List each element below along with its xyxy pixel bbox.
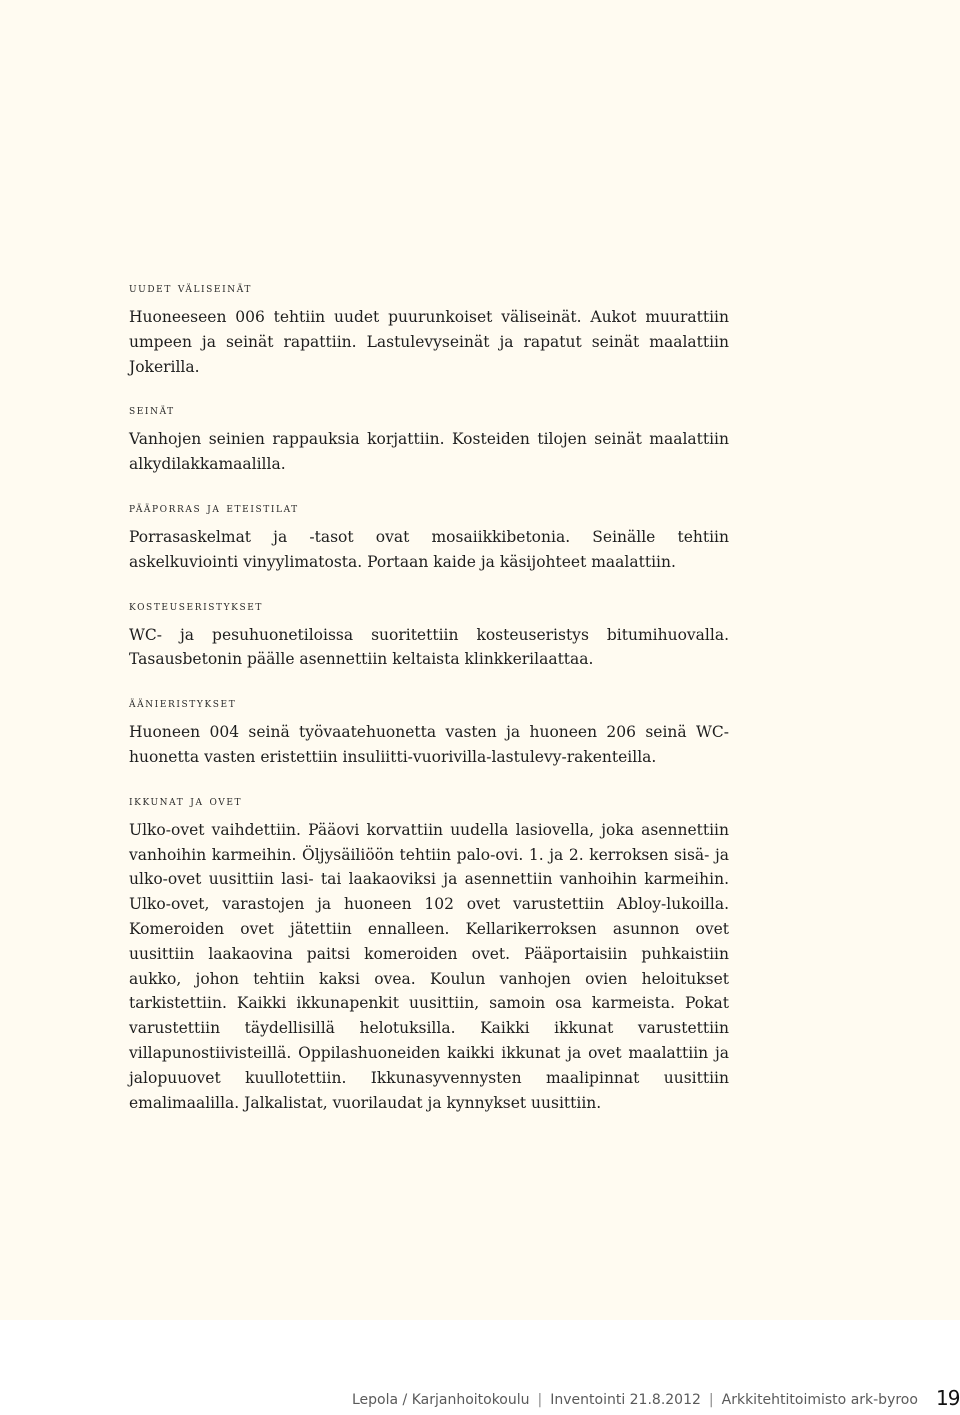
- section-kosteuseristykset: [129, 598, 729, 673]
- footer-project: Lepola / Karjanhoitokoulu: [352, 1392, 530, 1408]
- section-heading: ikkunat ja ovet: [129, 792, 243, 809]
- section-heading: seinät: [129, 402, 175, 419]
- footer-separator: |: [537, 1392, 543, 1408]
- section-seinat: [129, 402, 729, 477]
- section-aanieristykset: [129, 695, 729, 770]
- page-number: 19: [936, 1386, 960, 1410]
- section-body: Huoneen 004 seinä työvaatehuonetta vasten ja huoneen 206 seinä WC-huonetta vasten eristettiin insuliitti-vuorivilla-lastulevy-rakenteilla.: [129, 723, 729, 766]
- section-body: Ulko-ovet vaihdettiin. Pääovi korvattiin uudella lasiovella, joka asennettiin vanhoihin karmeihin. Öljysäiliöön tehtiin palo-ovi. 1. ja 2. kerroksen sisä- ja ulko-ovet uusittiin lasi- tai laakaoviksi ja asennettiin vanhoihin karmeihin. Ulko-ovet, varastojen ja huoneen 102 ovet varustettiin Abloy-lukoilla. Komeroiden ovet jätettiin ennalleen. Kellarikerroksen asunnon ovet uusittiin laakaovina paitsi komeroiden ovet. Pääportaisiin puhkaistiin aukko, johon tehtiin kaksi ovea. Koulun vanhojen ovien heloitukset tarkistettiin. Kaikki ikkunapenkit uusittiin, samoin osa karmeista. Pokat varustettiin täydellisillä helotuksilla. Kaikki ikkunat varustettiin villapunostiivisteillä. Oppilashuoneiden kaikki ikkunat ja ovet maalattiin ja jalopuuovet kuullotettiin. Ikkunasyvennysten maalipinnat uusittiin emalimaalilla. Jalkalistat, vuorilaudat ja kynnykset uusittiin.: [129, 820, 729, 1112]
- footer-office: Arkkitehtitoimisto ark-byroo: [721, 1392, 918, 1408]
- document-content: [129, 280, 729, 1138]
- section-paaporras: [129, 500, 729, 575]
- section-heading: äänieristykset: [129, 695, 237, 712]
- footer-date: Inventointi 21.8.2012: [550, 1392, 701, 1408]
- section-heading: kosteuseristykset: [129, 597, 264, 614]
- section-uudet-valiseinat: [129, 280, 729, 379]
- section-body: Porrasaskelmat ja -tasot ovat mosaiikkibetonia. Seinälle tehtiin askelkuviointi vinyylimatosta. Portaan kaide ja käsijohteet maalattiin.: [129, 527, 729, 571]
- section-heading: pääporras ja eteistilat: [129, 499, 299, 516]
- section-ikkunat-ja-ovet: [129, 793, 729, 1116]
- page-footer: [352, 1392, 918, 1408]
- section-heading: uudet väliseinät: [129, 280, 252, 296]
- section-body: Vanhojen seinien rappauksia korjattiin. Kosteiden tilojen seinät maalattiin alkydilakkamaalilla.: [129, 430, 729, 474]
- footer-separator: |: [708, 1392, 714, 1408]
- section-body: Huoneeseen 006 tehtiin uudet puurunkoiset väliseinät. Aukot muurattiin umpeen ja seinät rapattiin. Lastulevyseinät ja rapatut seinät maalattiin Jokerilla.: [129, 308, 729, 376]
- section-body: WC- ja pesuhuonetiloissa suoritettiin kosteuseristys bitumihuovalla. Tasausbetonin päälle asennettiin keltaista klinkkerilaattaa.: [129, 625, 729, 669]
